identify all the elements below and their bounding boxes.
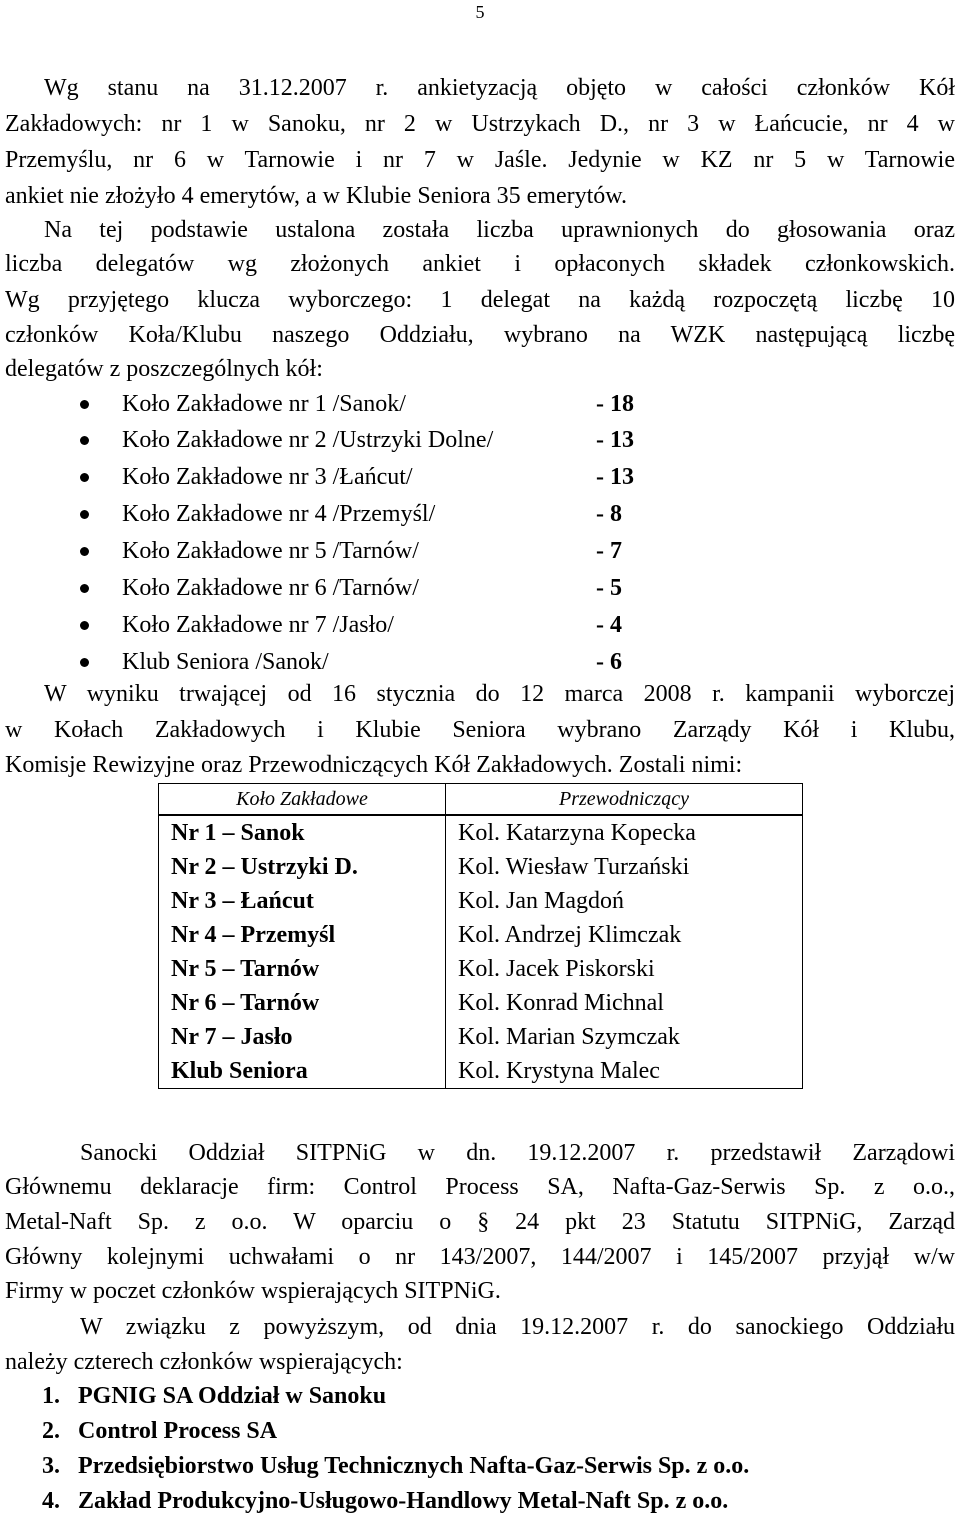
delegate-name: Koło Zakładowe nr 2 /Ustrzyki Dolne/ <box>122 427 494 453</box>
table-row <box>159 918 803 952</box>
paragraph-line: Metal-Naft Sp. z o.o. W oparciu o § 24 pkt 23 Statutu SITPNiG, Zarząd <box>5 1209 955 1235</box>
paragraph-line: Wg stanu na 31.12.2007 r. ankietyzacją objęto w całości członków Kół <box>44 75 955 101</box>
delegate-name: Koło Zakładowe nr 3 /Łańcut/ <box>122 464 413 490</box>
bullet-icon <box>80 473 89 482</box>
delegate-count: - 13 <box>596 464 634 490</box>
list-number: 2. <box>42 1418 60 1444</box>
list-item <box>42 1415 277 1447</box>
list-number: 1. <box>42 1383 60 1409</box>
member-name: Control Process SA <box>78 1418 278 1444</box>
table-cell: Kol. Katarzyna Kopecka <box>446 815 803 850</box>
bullet-icon <box>80 547 89 556</box>
delegate-count: - 5 <box>596 575 622 601</box>
list-item <box>42 1380 386 1412</box>
bullet-icon <box>80 658 89 667</box>
table-cell: Kol. Jacek Piskorski <box>446 952 803 986</box>
bullet-icon <box>80 436 89 445</box>
paragraph-line: członków Koła/Klubu naszego Oddziału, wybrano na WZK następującą liczbę <box>5 322 955 348</box>
table-header-cell: Przewodniczący <box>446 784 803 816</box>
paragraph-line: Firmy w poczet członków wspierających SITPNiG. <box>5 1278 501 1304</box>
table-cell: Nr 5 – Tarnów <box>159 952 446 986</box>
delegate-count: - 6 <box>596 649 622 675</box>
bullet-icon <box>80 584 89 593</box>
table-cell: Nr 3 – Łańcut <box>159 884 446 918</box>
table-row <box>159 952 803 986</box>
paragraph-line: Głównemu deklaracje firm: Control Process SA, Nafta-Gaz-Serwis Sp. z o.o., <box>5 1174 955 1200</box>
delegate-name: Koło Zakładowe nr 5 /Tarnów/ <box>122 538 419 564</box>
paragraph-line: W wyniku trwającej od 16 stycznia do 12 marca 2008 r. kampanii wyborczej <box>44 681 955 707</box>
delegate-name: Koło Zakładowe nr 4 /Przemyśl/ <box>122 501 436 527</box>
paragraph-line: Przemyślu, nr 6 w Tarnowie i nr 7 w Jaśle. Jedynie w KZ nr 5 w Tarnowie <box>5 147 955 173</box>
delegate-name: Koło Zakładowe nr 6 /Tarnów/ <box>122 575 419 601</box>
bullet-icon <box>80 621 89 630</box>
page-number: 5 <box>475 2 485 22</box>
table-cell: Kol. Wiesław Turzański <box>446 850 803 884</box>
paragraph-line: Wg przyjętego klucza wyborczego: 1 delegat na każdą rozpoczętą liczbę 10 <box>5 287 955 313</box>
paragraph-line: Zakładowych: nr 1 w Sanoku, nr 2 w Ustrzykach D., nr 3 w Łańcucie, nr 4 w <box>5 111 955 137</box>
paragraph-line: liczba delegatów wg złożonych ankiet i opłaconych składek członkowskich. <box>5 251 955 277</box>
list-item <box>42 1450 749 1482</box>
table-cell: Nr 1 – Sanok <box>159 815 446 850</box>
table-header-row <box>159 784 803 816</box>
table-row <box>159 884 803 918</box>
bullet-icon <box>80 510 89 519</box>
table-cell: Kol. Jan Magdoń <box>446 884 803 918</box>
table-cell: Nr 4 – Przemyśl <box>159 918 446 952</box>
table-row <box>159 986 803 1020</box>
list-item <box>42 1485 728 1517</box>
bullet-icon <box>80 400 89 409</box>
table-row <box>159 1020 803 1054</box>
table-cell: Kol. Krystyna Malec <box>446 1054 803 1089</box>
delegate-name: Koło Zakładowe nr 7 /Jasło/ <box>122 612 394 638</box>
member-name: PGNIG SA Oddział w Sanoku <box>78 1383 387 1409</box>
delegate-count: - 4 <box>596 612 622 638</box>
paragraph-line: Na tej podstawie ustalona została liczba uprawnionych do głosowania oraz <box>44 217 955 243</box>
member-name: Przedsiębiorstwo Usług Technicznych Nafta-Gaz-Serwis Sp. z o.o. <box>78 1453 750 1479</box>
table-cell: Kol. Marian Szymczak <box>446 1020 803 1054</box>
table-cell: Kol. Andrzej Klimczak <box>446 918 803 952</box>
delegate-count: - 8 <box>596 501 622 527</box>
paragraph-line: ankiet nie złożyło 4 emerytów, a w Klubie Seniora 35 emerytów. <box>5 183 628 209</box>
table-row <box>159 1054 803 1089</box>
paragraph-line: należy czterech członków wspierających: <box>5 1349 403 1375</box>
paragraph-line: Komisje Rewizyjne oraz Przewodniczących Kół Zakładowych. Zostali nimi: <box>5 752 743 778</box>
table-row <box>159 815 803 850</box>
table-cell: Nr 7 – Jasło <box>159 1020 446 1054</box>
paragraph-line: delegatów z poszczególnych kół: <box>5 356 323 382</box>
chairpersons-table <box>158 783 803 1089</box>
delegate-name: Klub Seniora /Sanok/ <box>122 649 329 675</box>
delegate-count: - 13 <box>596 427 634 453</box>
table-header-cell: Koło Zakładowe <box>159 784 446 816</box>
paragraph-line: W związku z powyższym, od dnia 19.12.2007 r. do sanockiego Oddziału <box>80 1314 955 1340</box>
table-cell: Nr 6 – Tarnów <box>159 986 446 1020</box>
table-row <box>159 850 803 884</box>
delegate-count: - 18 <box>596 391 634 417</box>
table-cell: Klub Seniora <box>159 1054 446 1089</box>
delegate-name: Koło Zakładowe nr 1 /Sanok/ <box>122 391 406 417</box>
list-number: 3. <box>42 1453 60 1479</box>
member-name: Zakład Produkcyjno-Usługowo-Handlowy Metal-Naft Sp. z o.o. <box>78 1488 729 1514</box>
list-number: 4. <box>42 1488 60 1514</box>
delegate-count: - 7 <box>596 538 622 564</box>
table-cell: Kol. Konrad Michnal <box>446 986 803 1020</box>
paragraph-line: Sanocki Oddział SITPNiG w dn. 19.12.2007 r. przedstawił Zarządowi <box>80 1140 955 1166</box>
paragraph-line: Główny kolejnymi uchwałami o nr 143/2007, 144/2007 i 145/2007 przyjął w/w <box>5 1244 955 1270</box>
paragraph-line: w Kołach Zakładowych i Klubie Seniora wybrano Zarządy Kół i Klubu, <box>5 717 955 743</box>
table-cell: Nr 2 – Ustrzyki D. <box>159 850 446 884</box>
